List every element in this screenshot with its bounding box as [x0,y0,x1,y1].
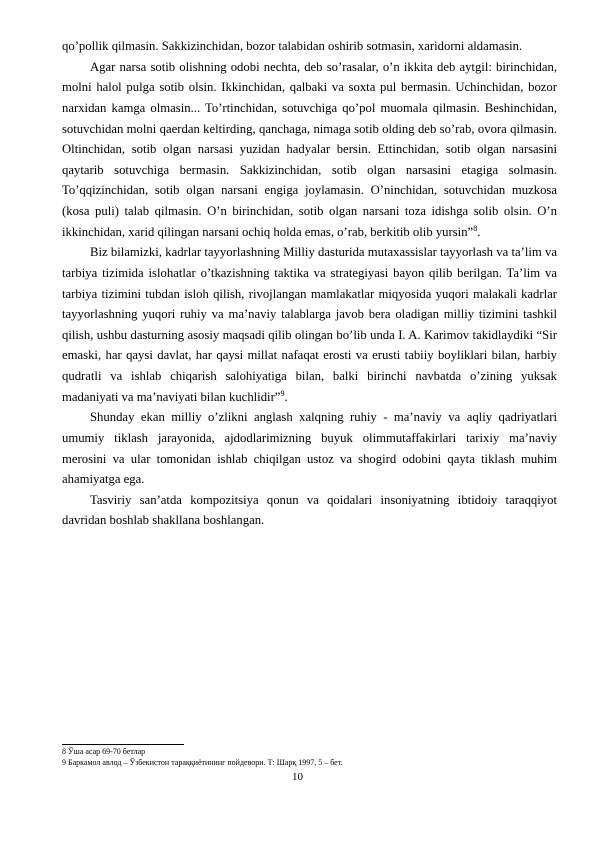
footnote-text: Ўша асар 69-70 бетлар [68,747,146,756]
paragraph-1: qo’pollik qilmasin. Sakkizinchidan, bozor talabidan oshirib sotmasin, xaridorni aldamasin. [62,39,523,53]
footnotes [62,747,557,769]
footnote-number: 8 [62,747,66,756]
paragraph-2 [62,57,557,243]
paragraph-3-end: . [284,389,288,404]
paragraph-3 [62,242,557,407]
paragraph-2-text: Agar narsa sotib olishning odobi nechta, deb so’rasalar, o’n ikkita deb aytgil: birinchidan, molni halol pulga sotib olsin. Ikkinchidan, qalbaki va soxta pul bermasin. Uchinchidan, bozor narxidan kamga olmasin... To’rtinchidan, sotuvchiga qo’pol muomala qilmasin. Beshinchidan, sotuvchidan molni qaerdan keltirding, qanchaga, nimaga sotib olding deb so’rab, ovora qilmasin. Oltinchidan, sotib olgan narsasi yuzidan hadyalar bersin. Ettinchidan, sotib olgan narsasini qaytarib sotuvchiga bermasin. Sakkizinchidan, sotib olgan narsasini etagiga solmasin. To’qqizinchidan, sotib olgan narsani engiga joylamasin. O’ninchidan, sotuvchidan muzkosa (kosa puli) talab qilmasin. O’n birinchidan, sotib olgan narsani toza idishga solib olsin. O’n ikkinchidan, xarid qilingan narsani ochiq holda emas, o’rab, berkitib olib yursin” [62,59,557,239]
paragraph-2-end: . [477,224,481,239]
footnote-divider [62,744,184,745]
footnote-ref-8[interactable]: 8 [473,223,478,233]
footnote-text: Баркамол авлод – Ўзбекистон тараққиётининг пойдевори. Т: Шарқ 1997, 5 – бет. [68,758,343,767]
footnote-9 [62,758,557,768]
page-number: 10 [292,771,303,783]
paragraph-3-text: Biz bilamizki, kadrlar tayyorlashning Milliy dasturida mutaxassislar tayyorlash va ta’lim va tarbiya tizimida islohatlar o’tkazishning taktika va strategiyasi bayon qilib berilgan. Ta’lim va tarbiya tizimini tubdan isloh qilish, rivojlangan mamlakatlar miqyosida yuqori malakali kadrlar tayyorlashning yuqori ruhiy va ma’naviy talablarga javob bera oladigan milliy tizimini tashkil qilish, ushbu dasturning asosiy maqsadi qilib olingan bo’lib unda I. A. Karimov takidlaydiki “Sir emaski, har qaysi davlat, har qaysi millat nafaqat erosti va erusti tabiiy boyliklari bilan, harbiy qudratli va ishlab chiqarish salohiyatiga bilan, balki birinchi navbatda o’zining yuksak madaniyati va ma’naviyati bilan kuchlidir” [62,245,557,404]
page-body [62,36,557,531]
footnote-8 [62,747,557,757]
paragraph-4: Shunday ekan milliy o’zlikni anglash xalqning ruhiy - ma’naviy va aqliy qadriyatlari umumiy tiklash jarayonida, ajdodlarimizning buyuk olimmutaffakirlari tarixiy ma’naviy merosini va ular tomonidan ishlab chiqilgan ustoz va shogird odobini qayta tiklash muhim ahamiyatga ega. [62,410,557,487]
footnote-ref-9[interactable]: 9 [280,388,285,398]
footnote-number: 9 [62,758,66,767]
paragraph-5: Tasviriy san’atda kompozitsiya qonun va qoidalari insoniyatning ibtidoiy taraqqiyot davridan boshlab shakllana boshlangan. [62,492,557,528]
